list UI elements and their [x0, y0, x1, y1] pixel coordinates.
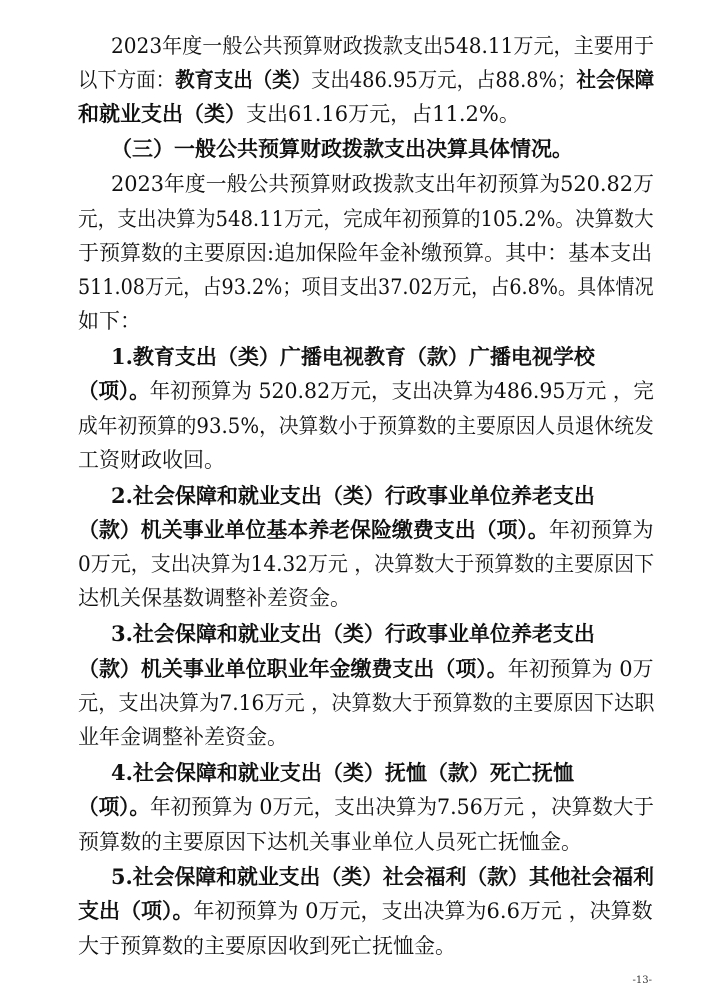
text-segment: 年初预算为 520.82万元，支出决算为486.95万元 ，完 [149, 379, 654, 403]
text-line [78, 63, 654, 97]
text-segment: 支出486.95万元，占88.8%； [310, 68, 577, 92]
text-line [111, 340, 595, 374]
bold-text-segment: 社会保障 [576, 67, 655, 92]
text-line [111, 132, 573, 166]
text-segment: 年初预算为 0万 [507, 657, 654, 681]
text-line [111, 860, 654, 894]
text-segment: 年初预算为 0万元，支出决算为7.56万元 ，决算数大于 [150, 795, 654, 819]
bold-text-segment: （款）机关事业单位基本养老保险缴费支出（项）。 [78, 517, 549, 542]
text-segment: 2023年度一般公共预算财政拨款支出年初预算为520.82万 [111, 172, 654, 196]
text-segment: 大于预算数的主要原因收到死亡抚恤金。 [78, 934, 456, 958]
text-line [78, 270, 654, 304]
bold-text-segment: 5.社会保障和就业支出（类）社会福利（款）其他社会福利 [111, 864, 654, 889]
page-number: -13- [632, 975, 652, 986]
text-segment: 预算数的主要原因下达机关事业单位人员死亡抚恤金。 [78, 830, 582, 854]
text-segment: 如下： [78, 309, 141, 333]
text-line [78, 304, 141, 338]
text-line [78, 929, 456, 963]
text-line [78, 894, 653, 928]
text-line [78, 236, 652, 270]
text-segment: 0万元，支出决算为14.32万元 ，决算数大于预算数的主要原因下 [78, 552, 655, 576]
text-segment: 年初预算为 0万元，支出决算为6.6万元 ，决算数 [193, 899, 653, 923]
text-segment: 支出61.16万元，占11.2%。 [246, 102, 520, 126]
text-line [111, 479, 595, 513]
text-line [111, 167, 654, 201]
text-line [78, 513, 654, 547]
text-line [78, 374, 654, 408]
text-line [78, 790, 654, 824]
text-segment: 元，支出决算为7.16万元 ，决算数大于预算数的主要原因下达职 [78, 691, 655, 715]
text-line [78, 547, 654, 581]
text-segment: 元，支出决算为548.11万元，完成年初预算的105.2%。决算数大 [78, 207, 654, 231]
text-line [111, 756, 574, 790]
bold-text-segment: 和就业支出（类） [78, 101, 246, 126]
text-segment: 业年金调整补差资金。 [78, 725, 288, 749]
text-line [78, 652, 654, 686]
text-line [78, 825, 582, 859]
text-line [78, 202, 654, 236]
text-line [111, 29, 654, 63]
text-segment: 以下方面： [78, 68, 176, 92]
text-line [78, 686, 654, 720]
text-line [78, 443, 225, 477]
text-segment: 达机关保基数调整补差资金。 [78, 586, 351, 610]
bold-text-segment: 1.教育支出（类）广播电视教育（款）广播电视学校 [111, 344, 595, 369]
text-line [78, 409, 654, 443]
text-line [78, 97, 520, 131]
text-line [78, 581, 351, 615]
bold-text-segment: 教育支出（类） [175, 67, 311, 92]
bold-text-segment: （项）。 [78, 378, 150, 403]
bold-text-segment: 支出（项）。 [78, 898, 194, 923]
bold-text-segment: 2.社会保障和就业支出（类）行政事业单位养老支出 [111, 483, 595, 508]
bold-text-segment: （款）机关事业单位职业年金缴费支出（项）。 [78, 656, 508, 681]
bold-text-segment: 4.社会保障和就业支出（类）抚恤（款）死亡抚恤 [111, 760, 574, 785]
bold-text-segment: （项）。 [78, 794, 150, 819]
text-segment: 2023年度一般公共预算财政拨款支出548.11万元，主要用于 [111, 34, 654, 58]
text-segment: 511.08万元，占93.2%；项目支出37.02万元，占6.8%。具体情况 [78, 275, 654, 299]
bold-text-segment: 3.社会保障和就业支出（类）行政事业单位养老支出 [111, 621, 595, 646]
text-segment: 年初预算为 [548, 518, 654, 542]
text-segment: 工资财政收回。 [78, 448, 225, 472]
text-line [111, 617, 595, 651]
bold-text-segment: （三）一般公共预算财政拨款支出决算具体情况。 [111, 136, 573, 161]
text-segment: 成年初预算的93.5%，决算数小于预算数的主要原因人员退休统发 [78, 414, 654, 438]
text-line [78, 720, 288, 754]
text-segment: 于预算数的主要原因:追加保险年金补缴预算。其中：基本支出 [78, 241, 653, 265]
